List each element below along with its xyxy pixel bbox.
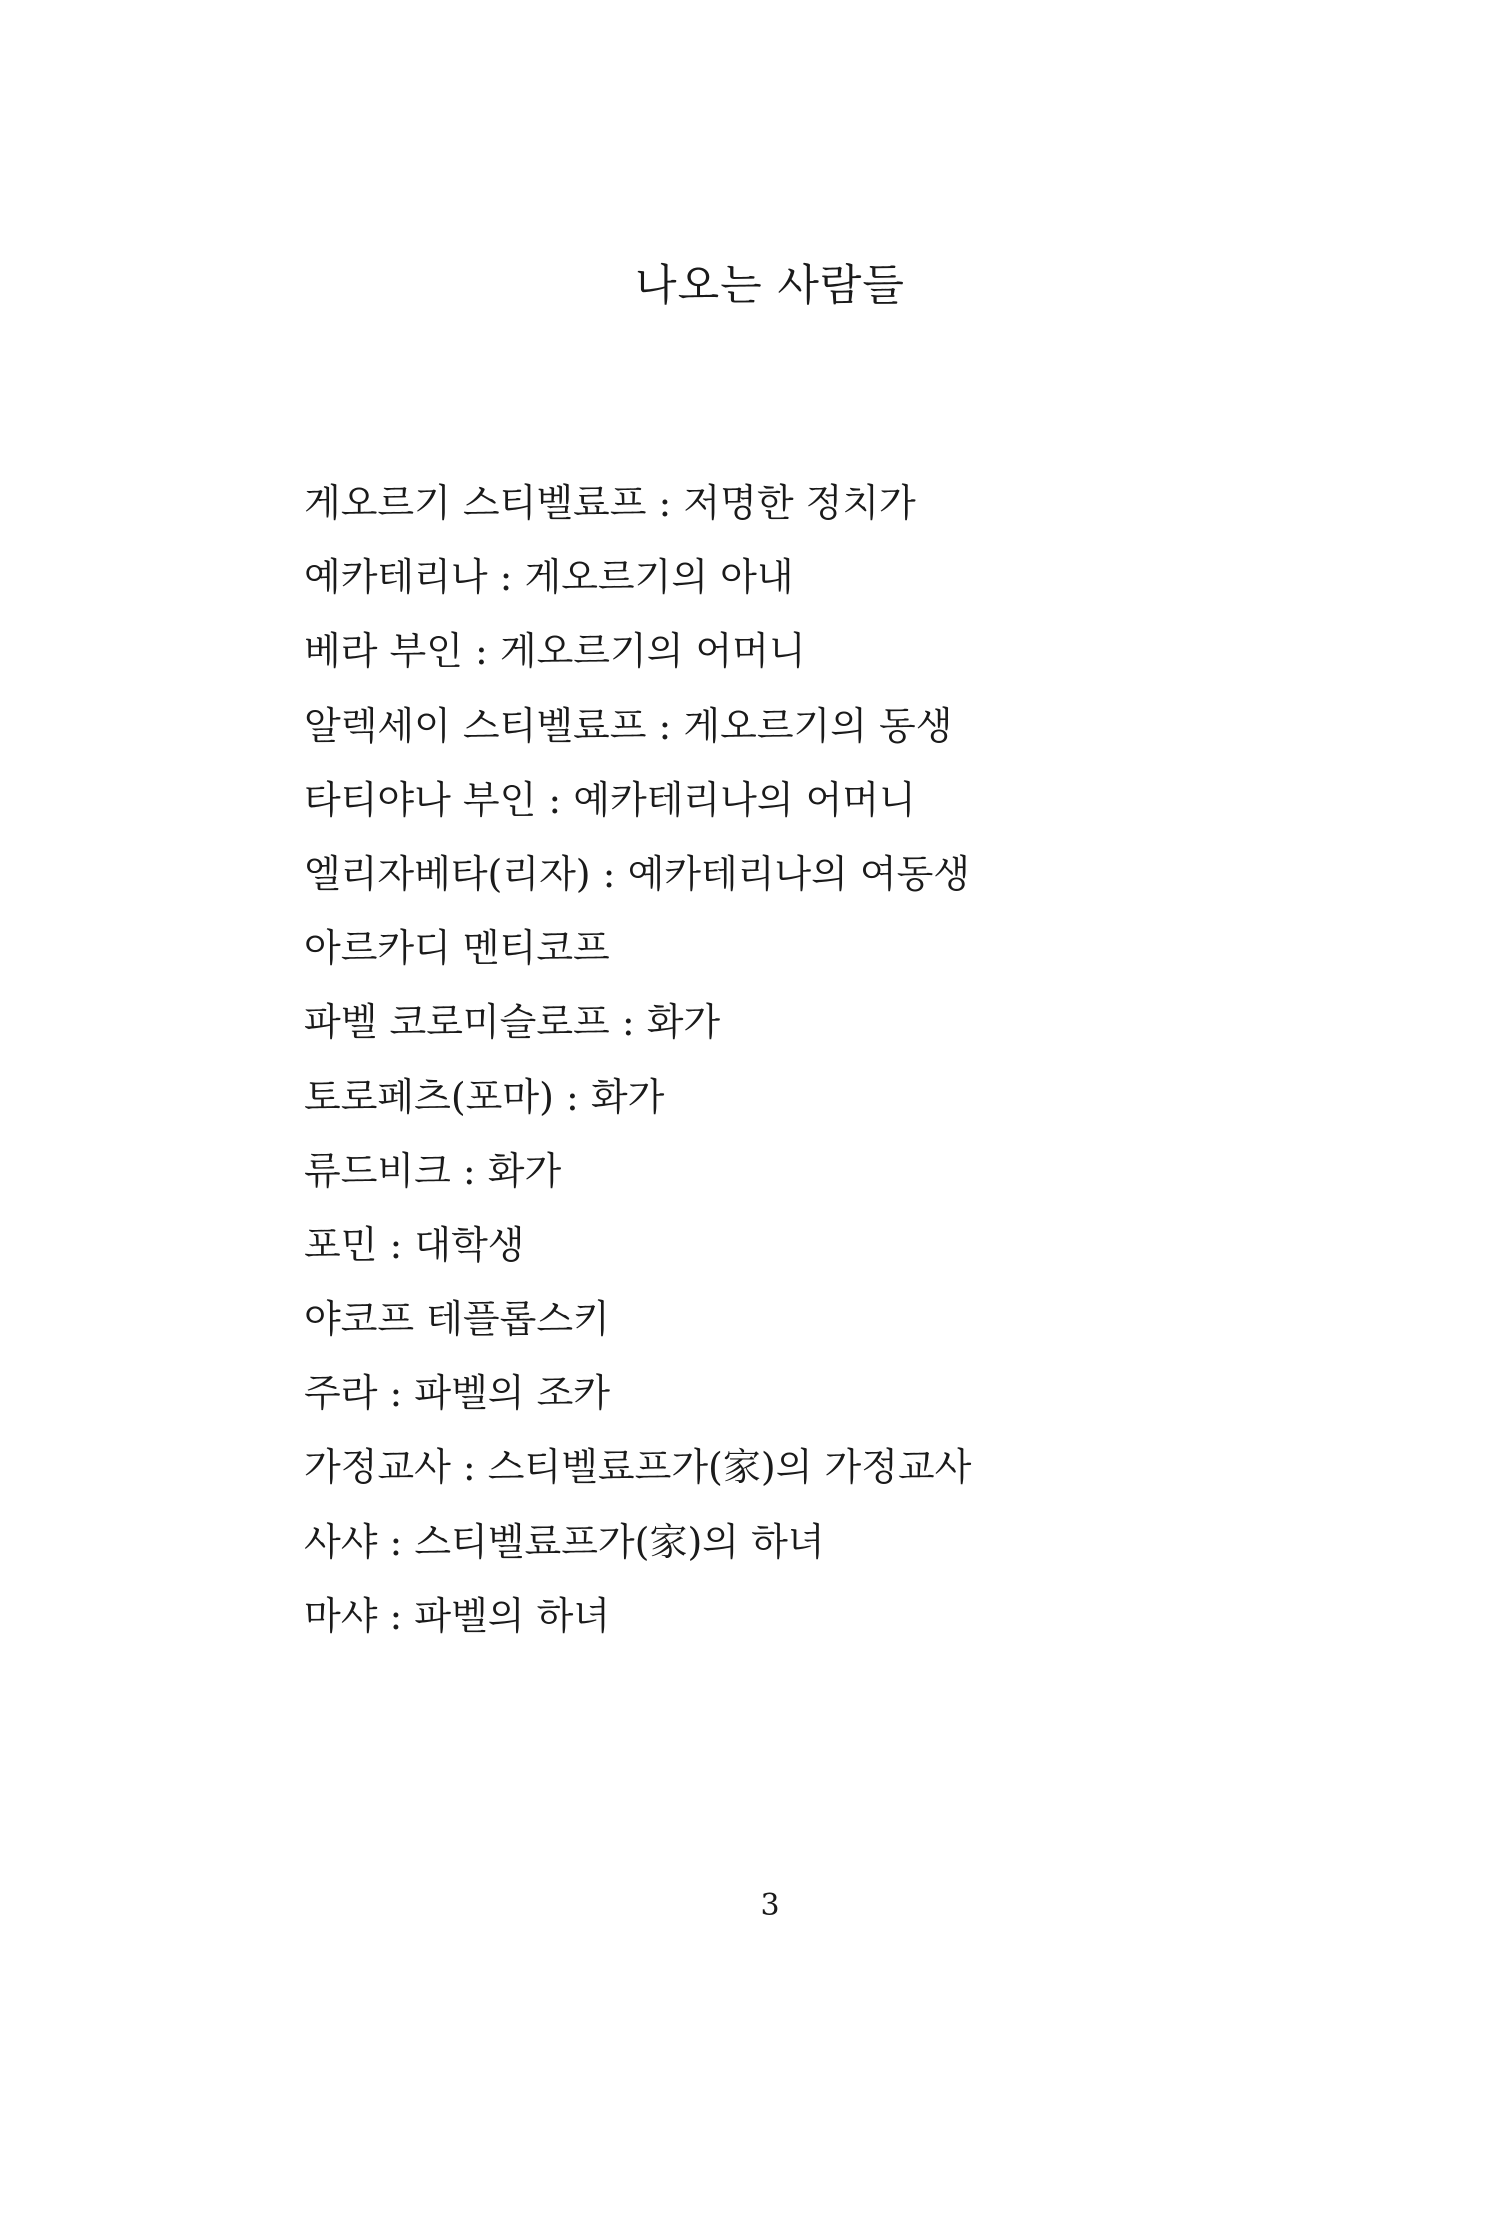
cast-item: 사샤 : 스티벨료프가(家)의 하녀 — [304, 1519, 825, 1564]
cast-item: 가정교사 : 스티벨료프가(家)의 가정교사 — [304, 1445, 972, 1490]
page-title: 나오는 사람들 — [635, 261, 905, 311]
cast-item: 베라 부인 : 게오르기의 어머니 — [304, 629, 806, 674]
cast-item: 아르카디 멘티코프 — [304, 926, 610, 971]
cast-list — [304, 473, 971, 1660]
cast-item: 파벨 코로미슬로프 : 화가 — [304, 1000, 721, 1045]
cast-item: 예카테리나 : 게오르기의 아내 — [304, 555, 794, 600]
cast-item: 류드비크 : 화가 — [304, 1148, 562, 1193]
cast-item: 포민 : 대학생 — [304, 1222, 525, 1267]
cast-item: 타티야나 부인 : 예카테리나의 어머니 — [304, 777, 916, 822]
cast-item: 마샤 : 파벨의 하녀 — [304, 1593, 610, 1638]
cast-item: 알렉세이 스티벨료프 : 게오르기의 동생 — [304, 703, 953, 748]
cast-item: 토로페츠(포마) : 화가 — [304, 1074, 665, 1119]
cast-item: 야코프 테플롭스키 — [304, 1297, 610, 1342]
cast-item: 주라 : 파벨의 조카 — [304, 1371, 610, 1416]
cast-item: 게오르기 스티벨료프 : 저명한 정치가 — [304, 481, 916, 525]
page-number: 3 — [760, 1888, 780, 1923]
cast-item: 엘리자베타(리자) : 예카테리나의 여동생 — [304, 851, 971, 896]
